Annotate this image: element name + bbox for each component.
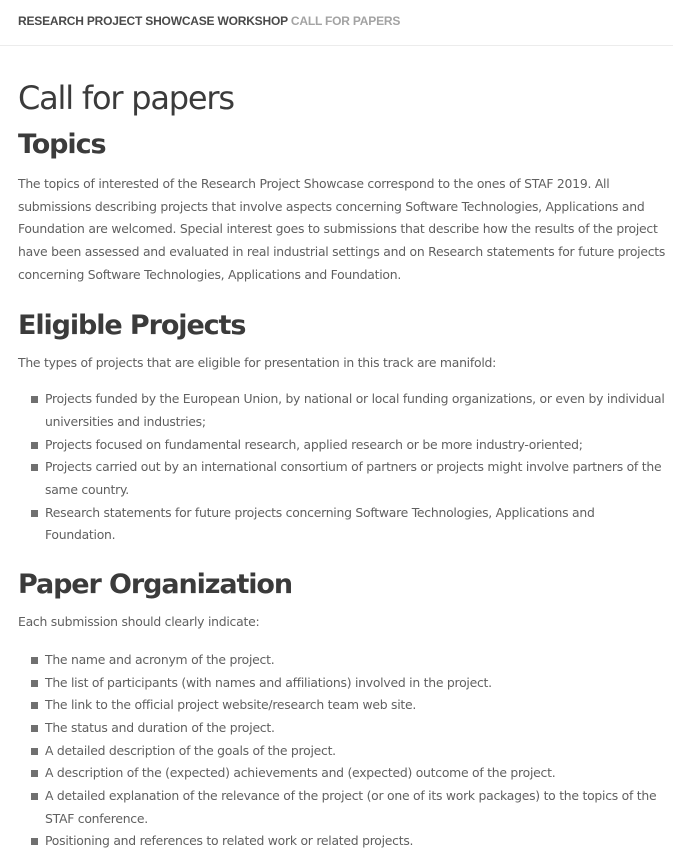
bullet-square-icon — [31, 725, 38, 732]
topics-text: The topics of interested of the Research Project Showcase correspond to the ones of STAF 2019. All submissions describing projects that involve aspects concerning Software Technologies, Applications and Foundation are welcomed. Special interest goes to submissions that describe how the results of the project have been assessed and evaluated in real industrial settings and on Research statements for future projects concerning Software Technologies, Applications and Foundation. — [18, 176, 666, 282]
list-item: The name and acronym of the project. — [18, 649, 668, 672]
eligible-intro: The types of projects that are eligible for presentation in this track are manifold: — [18, 354, 497, 370]
bullet-square-icon — [31, 442, 38, 449]
bullet-square-icon — [31, 680, 38, 687]
list-item: Research statements for future projects concerning Software Technologies, Applications and Foundation. — [18, 502, 668, 547]
bullet-square-icon — [31, 702, 38, 709]
top-bar — [0, 0, 673, 46]
topics-heading: Topics — [18, 129, 106, 160]
list-item: A detailed description of the goals of the project. — [18, 740, 668, 763]
eligible-projects-heading: Eligible Projects — [18, 309, 246, 341]
organization-intro: Each submission should clearly indicate: — [18, 614, 260, 630]
bullet-square-icon — [31, 838, 38, 845]
bullet-square-icon — [31, 770, 38, 777]
organization-list — [18, 649, 668, 853]
bullet-square-icon — [31, 464, 38, 471]
list-item: Projects carried out by an international consortium of partners or projects might involve partners of the same country. — [18, 456, 668, 501]
list-item: Projects funded by the European Union, by national or local funding organizations, or even by individual universities and industries; — [18, 388, 668, 433]
list-item: Projects focused on fundamental research, applied research or be more industry-oriented; — [18, 434, 668, 457]
list-item: The list of participants (with names and affiliations) involved in the project. — [18, 672, 668, 695]
list-item: The link to the official project website/research team web site. — [18, 694, 668, 717]
list-item: A detailed explanation of the relevance of the project (or one of its work packages) to the topics of the STAF conference. — [18, 785, 668, 830]
bullet-square-icon — [31, 748, 38, 755]
list-item: A description of the (expected) achievements and (expected) outcome of the project. — [18, 762, 668, 785]
eligible-list — [18, 388, 668, 547]
breadcrumb — [18, 14, 400, 28]
bullet-square-icon — [31, 396, 38, 403]
breadcrumb-workshop-link[interactable]: RESEARCH PROJECT SHOWCASE WORKSHOP — [18, 14, 288, 28]
bullet-square-icon — [31, 793, 38, 800]
list-item: Positioning and references to related work or related projects. — [18, 830, 668, 853]
list-item: The status and duration of the project. — [18, 717, 668, 740]
page-title: Call for papers — [18, 79, 234, 117]
breadcrumb-current: CALL FOR PAPERS — [290, 14, 401, 28]
bullet-square-icon — [31, 657, 38, 664]
bullet-square-icon — [31, 510, 38, 517]
paper-organization-heading: Paper Organization — [18, 569, 292, 601]
main-content — [18, 72, 668, 853]
